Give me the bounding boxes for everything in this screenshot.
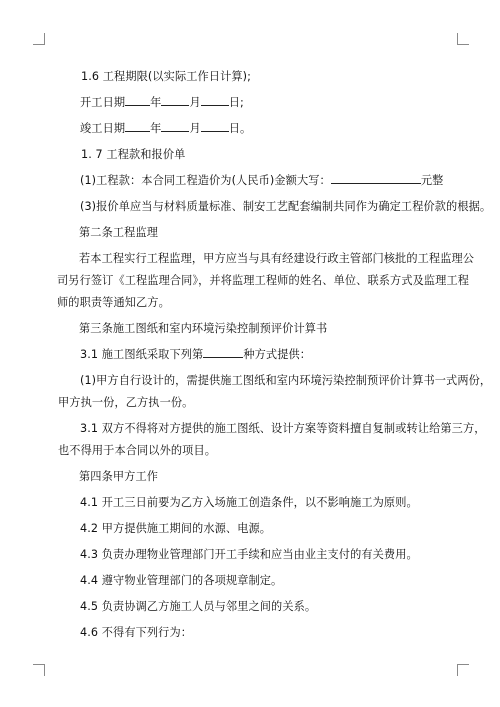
- contract-amount-blank: [331, 173, 421, 184]
- clause-3-1-copy-line-2: 也不得用于本合同以外的项目。: [58, 444, 217, 457]
- clause-1-7: 1. 7 工程款和报价单: [81, 148, 186, 161]
- crop-mark-top-right: [457, 33, 469, 45]
- crop-mark-bottom-right: [457, 664, 469, 676]
- clause-4-3: 4.3 负责办理物业管理部门开工手续和应当由业主支付的有关费用。: [80, 548, 418, 561]
- clause-3-1-method: 3.1 施工图纸采取下列第 种方式提供：: [80, 348, 312, 361]
- clause-4-1: 4.1 开工三日前要为乙方入场施工创造条件，以不影响施工为原则。: [80, 496, 418, 509]
- clause-4-4: 4.4 遵守物业管理部门的各项规章制定。: [80, 574, 283, 587]
- article-2-para-line-1: 若本工程实行工程监理，甲方应当与具有经建设行政主管部门核批的工程监理公: [79, 252, 475, 265]
- article-2-heading: 第二条工程监理: [79, 226, 159, 239]
- article-4-heading: 第四条甲方工作: [79, 470, 159, 483]
- start-date-line: 开工日期 年 月 日;: [80, 96, 244, 109]
- clause-4-5: 4.5 负责协调乙方施工人员与邻里之间的关系。: [80, 600, 317, 613]
- start-day-blank: [201, 95, 229, 106]
- completion-month-blank: [161, 121, 189, 132]
- crop-mark-top-left: [33, 33, 45, 45]
- article-2-para-line-2: 司另行签订《工程监理合同》，并将监理工程师的姓名、单位、联系方式及监理工程: [57, 274, 470, 287]
- clause-3-1-item-1-line-1: (1)甲方自行设计的，需提供施工图纸和室内环境污染控制预评价计算书一式两份，: [80, 374, 492, 387]
- contract-price-line: (1)工程款：本合同工程造价为(人民币)金额大写： 元整: [80, 174, 444, 187]
- clause-3-1-copy-line-1: 3.1 双方不得将对方提供的施工图纸、设计方案等资料擅自复制或转让给第三方，: [80, 422, 486, 435]
- completion-date-line: 竣工日期 年 月 日。: [80, 122, 252, 135]
- clause-4-6: 4.6 不得有下列行为：: [80, 626, 193, 639]
- crop-mark-bottom-left: [33, 664, 45, 676]
- clause-4-2: 4.2 甲方提供施工期间的水源、电源。: [80, 522, 272, 535]
- article-2-para-line-3: 师的职责等通知乙方。: [57, 296, 170, 309]
- method-number-blank: [203, 347, 243, 358]
- completion-day-blank: [201, 121, 229, 132]
- clause-3-1-item-1-line-2: 甲方执一份，乙方执一份。: [58, 396, 194, 409]
- completion-year-blank: [125, 121, 150, 132]
- clause-1-6: 1.6 工程期限(以实际工作日计算);: [81, 70, 251, 83]
- quotation-clause: (3)报价单应当与材料质量标准、制安工艺配套编制共同作为确定工程价款的根据。: [80, 200, 492, 213]
- article-3-heading: 第三条施工图纸和室内环境污染控制预评价计算书: [79, 322, 328, 335]
- start-year-blank: [125, 95, 150, 106]
- start-month-blank: [161, 95, 189, 106]
